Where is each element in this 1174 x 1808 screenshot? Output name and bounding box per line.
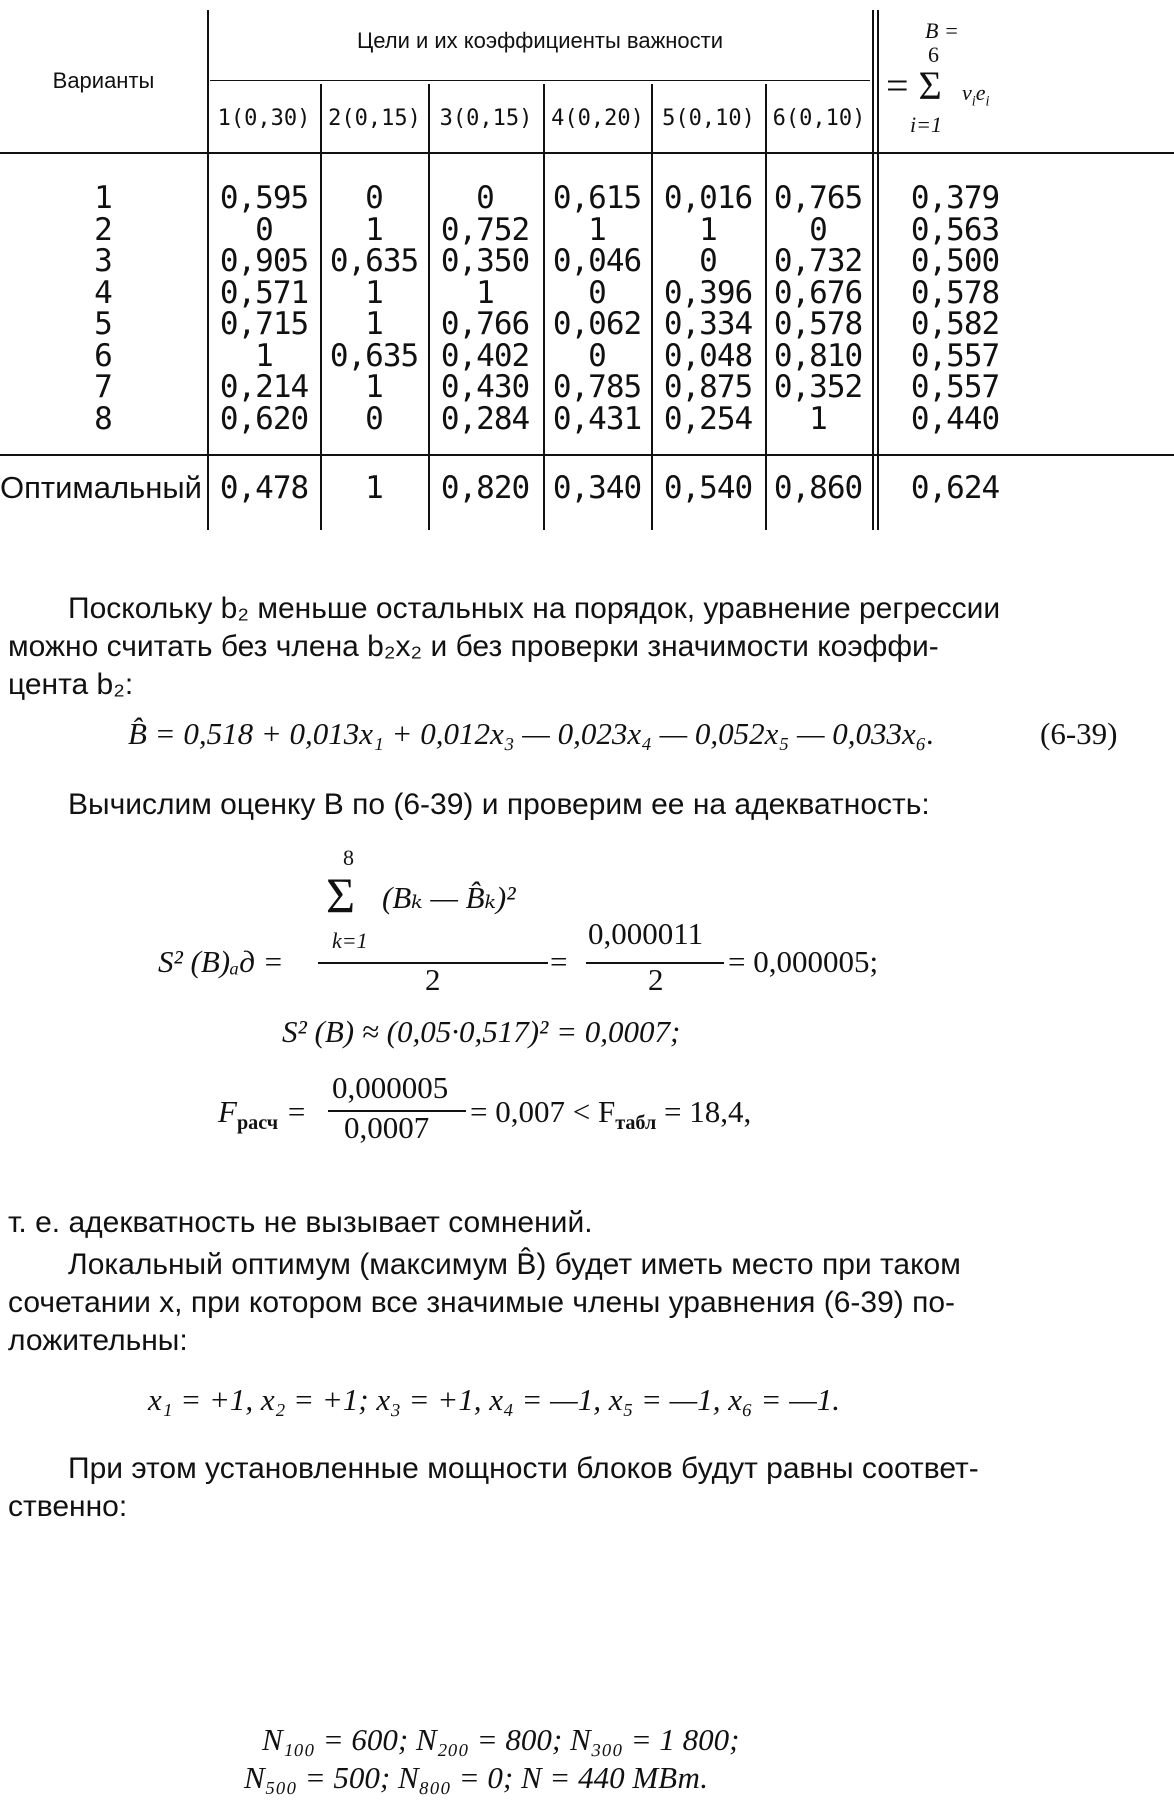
table-rule-header-bottom (0, 152, 1174, 154)
row-label: 5 (94, 306, 113, 342)
equation-6-39: B̂ = 0,518 + 0,013x₁ + 0,012x₃ — 0,023x₄ — 0,052x₅ — 0,033x₆. (128, 716, 935, 751)
table-cell: 1 (365, 369, 383, 405)
paragraph-4 (8, 1246, 1168, 1360)
table-cell: 1 (476, 274, 494, 311)
goal-header-3: 3(0,15) (439, 106, 533, 131)
table-cell: 1 (365, 211, 383, 248)
table-cell: 0,875 (663, 369, 753, 405)
table-cell: 0,578 (910, 274, 1000, 311)
goal-header-6: 6(0,10) (772, 106, 866, 131)
power-line-2: N₅₀₀ = 500; N₈₀₀ = 0; N = 440 МВт. (244, 1760, 709, 1795)
b-header-eq-sum: = Σ (886, 63, 942, 108)
table-cell: 0,440 (910, 400, 1000, 437)
table-rule-header-mid (210, 80, 870, 81)
sum-lower: k=1 (332, 928, 368, 953)
table-cell: 0,048 (663, 337, 753, 374)
goal-header-1: 1(0,30) (217, 106, 311, 131)
goal-header-5: 5(0,10) (662, 106, 755, 131)
row-label: 4 (94, 274, 113, 311)
table-cell: 0 (809, 211, 827, 248)
table-cell: 0 (476, 180, 494, 216)
optimal-cell: 0,478 (219, 470, 309, 506)
table-cell: 0,352 (773, 369, 863, 405)
b-header-top: B = (925, 18, 959, 43)
optimal-label: Оптимальный (0, 470, 202, 505)
table-cell: 0,557 (910, 337, 1000, 374)
table-cell: 1 (809, 400, 827, 437)
paragraph-line: При этом установленные мощности блоков будут равны соответ- (68, 1452, 979, 1485)
goal-header-2: 2(0,15) (328, 106, 421, 131)
table-cell: 0,254 (663, 400, 753, 437)
header-variants: Варианты (52, 68, 155, 93)
f-numerator: 0,000005 (332, 1070, 449, 1105)
power-line-1: N₁₀₀ = 600; N₂₀₀ = 800; N₃₀₀ = 1 800; (262, 1722, 740, 1757)
table-cell: 0,752 (440, 211, 530, 248)
table-cell: 1 (365, 306, 383, 342)
table-cell: 0,214 (219, 369, 309, 405)
sum-sign: Σ (326, 867, 356, 923)
equals-sign: = (550, 944, 568, 979)
table-cell: 1 (699, 211, 717, 248)
table-cell: 0,062 (552, 306, 642, 342)
table-cell: 0,431 (552, 400, 642, 437)
row-label: 8 (94, 400, 113, 437)
table-cell: 0 (255, 211, 273, 248)
f-lhs: $F_{расч}$ = (218, 1094, 307, 1135)
paragraph-line: цента b₂: (8, 668, 134, 701)
paragraph-1 (8, 590, 1168, 704)
paragraph-line: сочетании x, при котором все значимые члены уравнения (6-39) по- (8, 1286, 956, 1319)
table-cell: 0,732 (773, 243, 863, 279)
formula-s2-b: S² (B) ≈ (0,05·0,517)² = 0,0007; (282, 1014, 681, 1049)
x-values: x₁ = +1, x₂ = +1; x₃ = +1, x₄ = —1, x₅ = —1, x₆ = —1. (148, 1382, 841, 1417)
table-cell: 0,595 (219, 180, 309, 216)
table-cell: 0,765 (773, 180, 863, 216)
table-cell: 0,810 (773, 337, 863, 374)
optimal-cell: 0,820 (440, 470, 530, 506)
table-cell: 0,635 (329, 243, 419, 279)
table-cell: 0,615 (552, 180, 642, 216)
s2-result: = 0,000005; (728, 944, 879, 979)
goal-header-4: 4(0,20) (551, 106, 644, 131)
table-cell: 0,578 (773, 306, 863, 342)
table-cell: 0,430 (440, 369, 530, 405)
row-label: 3 (94, 243, 113, 279)
optimal-cell: 0,340 (552, 470, 642, 506)
table-vrule (877, 10, 879, 530)
table-cell: 0 (588, 337, 606, 374)
paragraph-3: т. е. адекватность не вызывает сомнений. (8, 1206, 593, 1239)
table-cell: 0,557 (910, 369, 1000, 405)
table-cell: 0,766 (440, 306, 530, 342)
table-cell: 0 (588, 274, 606, 311)
optimal-cell: 0,624 (910, 470, 1000, 506)
s2-mid-denominator: 2 (648, 962, 664, 997)
table-cell: 0,350 (440, 243, 530, 279)
table-cell: 0,635 (329, 337, 419, 374)
table-cell: 0 (699, 243, 717, 279)
b-header-upper: 6 (928, 42, 939, 67)
f-rhs: = $0,007 < F_{табл} = 18,4$, (470, 1094, 752, 1135)
paragraph-line: ложительны: (8, 1324, 188, 1357)
table-vrule (872, 10, 874, 530)
s2-denominator: 2 (425, 962, 441, 997)
sum-upper: 8 (343, 845, 354, 870)
table-cell: 0,402 (440, 337, 530, 374)
table-cell: 0,396 (663, 274, 753, 311)
table-cell: 0,905 (219, 243, 309, 279)
table-cell: 1 (255, 337, 273, 374)
paragraph-line: Локальный оптимум (максимум B̂) будет иметь место при таком (68, 1248, 961, 1281)
row-label: 7 (94, 369, 113, 405)
table-cell: 1 (365, 274, 383, 311)
table-rule-optimal (0, 454, 1174, 456)
table-cell: 0 (365, 400, 383, 437)
table-cell: 0,334 (663, 306, 753, 342)
table-cell: 0,785 (552, 369, 642, 405)
s2-mid-numerator: 0,000011 (588, 916, 704, 951)
table-cell: 0,379 (910, 180, 1000, 216)
optimal-cell: 1 (365, 470, 383, 506)
paragraph-5 (8, 1450, 1168, 1526)
paragraph-line: ственно: (8, 1490, 128, 1523)
row-label: 6 (94, 337, 113, 374)
table-cell: 0,563 (910, 211, 1000, 248)
table-cell: 0,046 (552, 243, 642, 279)
table-cell: 0,676 (773, 274, 863, 311)
optimal-cell: 0,860 (773, 470, 863, 506)
sum-term: (Bₖ — B̂ₖ)² (382, 880, 516, 915)
header-goals: Цели и их коэффициенты важности (356, 28, 724, 53)
table-cell: 0 (365, 180, 383, 216)
table-cell: 1 (588, 211, 606, 248)
table-cell: 0,620 (219, 400, 309, 437)
paragraph-line: можно считать без члена b₂x₂ и без проверки значимости коэффи- (8, 630, 939, 663)
table-cell: 0,582 (910, 306, 1000, 342)
optimal-cell: 0,540 (663, 470, 753, 506)
table-cell: 0,571 (219, 274, 309, 311)
row-label: 2 (94, 211, 113, 248)
table-cell: 0,715 (219, 306, 309, 342)
row-label: 1 (94, 180, 113, 216)
table-cell: 0,500 (910, 243, 1000, 279)
paragraph-line: Поскольку b₂ меньше остальных на порядок, уравнение регрессии (68, 592, 1001, 625)
f-denominator: 0,0007 (344, 1110, 430, 1145)
b-header-lower: i=1 (910, 112, 942, 137)
equation-number: (6-39) (1040, 716, 1118, 751)
b-header-term: $v_ie_i$ (962, 80, 990, 110)
s2-lhs: S² (B)ₐд = (158, 944, 284, 979)
paragraph-2: Вычислим оценку B по (6-39) и проверим ее на адекватность: (68, 788, 930, 821)
table-cell: 0,284 (440, 400, 530, 437)
table-cell: 0,016 (663, 180, 753, 216)
